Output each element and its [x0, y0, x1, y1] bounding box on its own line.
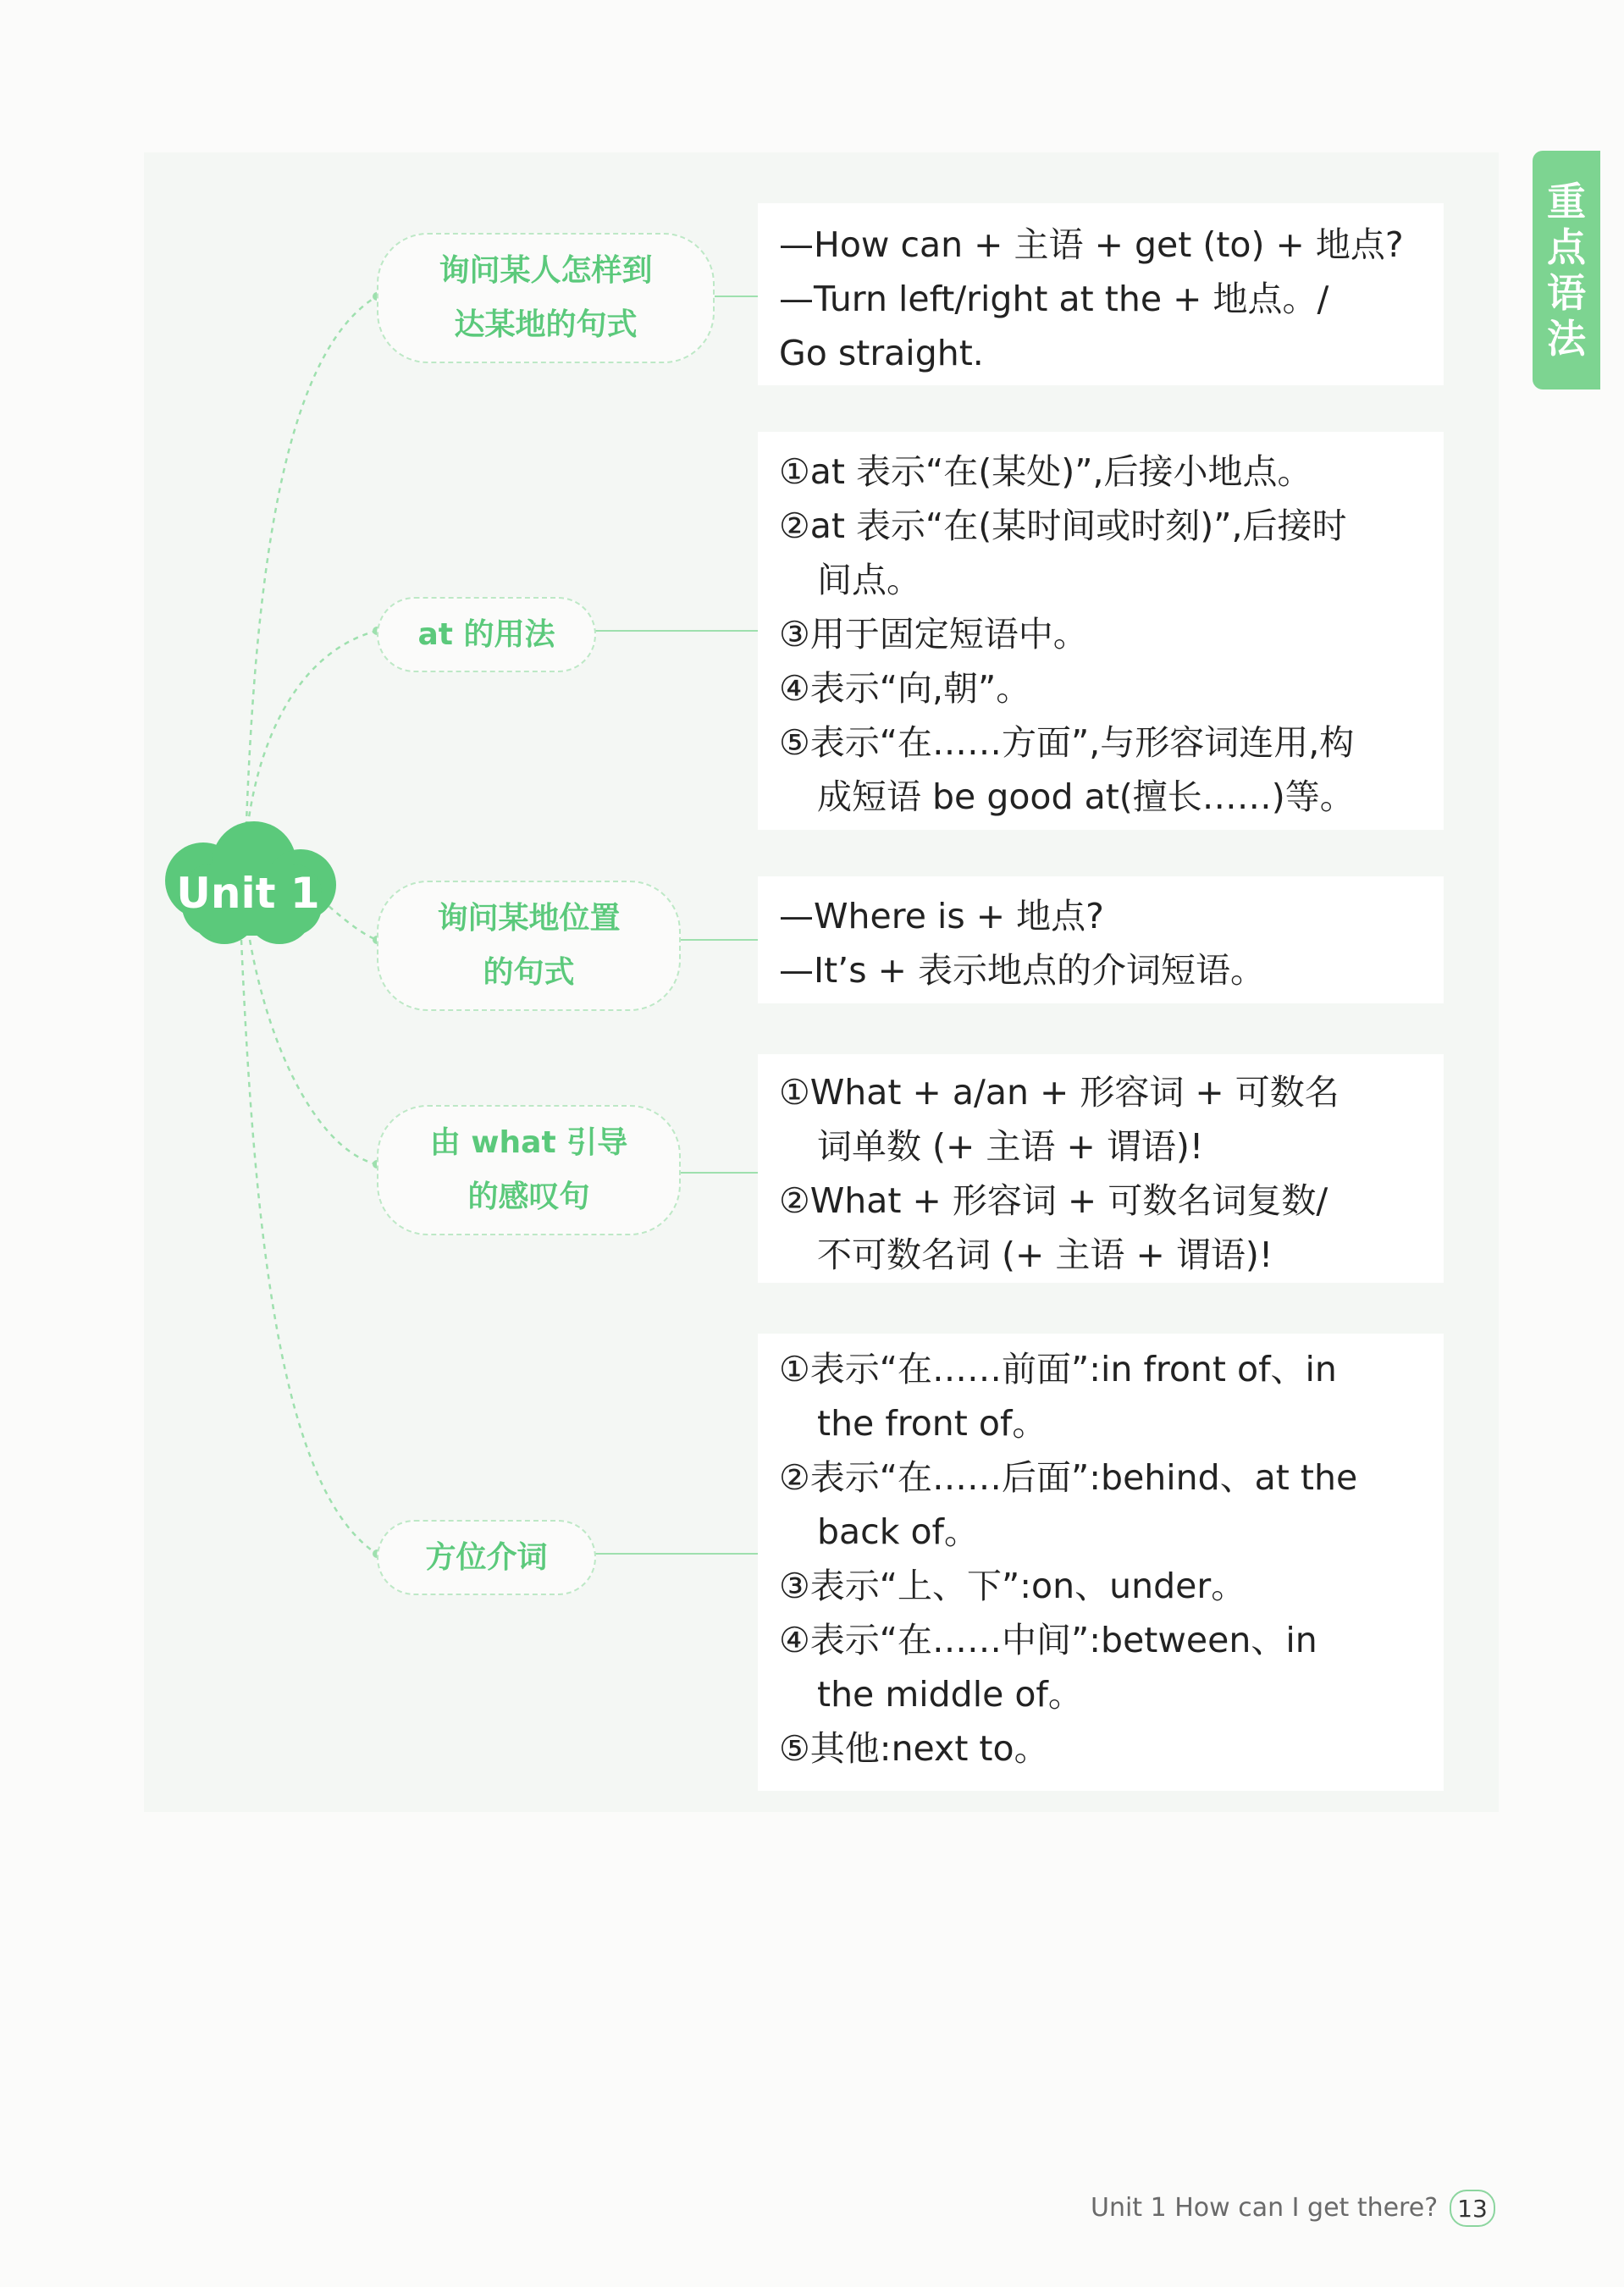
center-label: Unit 1 [176, 869, 320, 918]
content-at-usage [758, 432, 1444, 830]
topic-label-line: 询问某人怎样到 [439, 253, 653, 288]
content-line: ⑤其他:next to。 [779, 1728, 1049, 1769]
content-line: ①What + a/an + 形容词 + 可数名 [779, 1072, 1340, 1113]
content-line: ④表示“向,朝”。 [779, 668, 1031, 709]
content-line: back of。 [817, 1511, 979, 1552]
content-line: 词单数 (+ 主语 + 谓语)! [817, 1126, 1204, 1167]
topic-label-line: 由 what 引导 [429, 1125, 628, 1160]
content-directions [758, 203, 1444, 385]
section-tab-char: 语 [1547, 270, 1586, 316]
section-tab-char: 点 [1547, 224, 1586, 270]
content-line: 成短语 be good at(擅长……)等。 [817, 776, 1355, 817]
topic-label [430, 1116, 627, 1224]
content-exclamation [758, 1054, 1444, 1283]
content-line: ②表示“在……后面”:behind、at the [779, 1457, 1358, 1498]
topic-prepositions [377, 1520, 596, 1595]
topic-at-usage [377, 597, 596, 672]
topic-label [437, 892, 620, 1000]
content-line: ⑤表示“在……方面”,与形容词连用,构 [779, 722, 1355, 763]
topic-label [439, 244, 652, 352]
topic-label-line: 方位介词 [425, 1539, 548, 1575]
section-tab-char: 法 [1547, 316, 1586, 362]
content-line: ②at 表示“在(某时间或时刻)”,后接时 [779, 505, 1347, 546]
content-line: ④表示“在……中间”:between、in [779, 1620, 1317, 1660]
topic-exclamation [377, 1105, 681, 1235]
content-line: the middle of。 [817, 1674, 1083, 1715]
section-tab-char: 重 [1547, 179, 1586, 224]
content-line: —How can + 主语 + get (to) + 地点? [779, 224, 1404, 265]
topic-label-line: 询问某地位置 [437, 901, 621, 936]
footer-unit-title: Unit 1 How can I get there? [1091, 2193, 1439, 2223]
topic-location [377, 881, 681, 1011]
content-line: ①at 表示“在(某处)”,后接小地点。 [779, 451, 1312, 492]
section-tab [1533, 151, 1600, 389]
content-line: 间点。 [817, 560, 921, 600]
content-line: ①表示“在……前面”:in front of、in [779, 1349, 1337, 1389]
topic-label [425, 1531, 547, 1585]
content-location [758, 876, 1444, 1003]
content-line: ②What + 形容词 + 可数名词复数/ [779, 1180, 1328, 1221]
content-line: ③用于固定短语中。 [779, 614, 1088, 655]
content-line: —It’s + 表示地点的介词短语。 [779, 950, 1265, 991]
topic-label-line: 达某地的句式 [454, 307, 638, 342]
content-line: the front of。 [817, 1403, 1047, 1444]
content-line: ③表示“上、下”:on、under。 [779, 1566, 1246, 1606]
content-line: —Where is + 地点? [779, 896, 1104, 936]
content-prepositions [758, 1334, 1444, 1791]
topic-label [417, 608, 555, 662]
content-line: Go straight. [779, 333, 984, 373]
content-line: 不可数名词 (+ 主语 + 谓语)! [817, 1235, 1273, 1275]
content-line: —Turn left/right at the + 地点。/ [779, 279, 1329, 319]
topic-label-line: 的感叹句 [467, 1179, 590, 1214]
topic-label-line: at 的用法 [417, 616, 555, 652]
topic-label-line: 的句式 [483, 955, 575, 990]
topic-directions [377, 233, 715, 363]
page-number: 13 [1450, 2190, 1495, 2227]
center-node [151, 838, 345, 948]
